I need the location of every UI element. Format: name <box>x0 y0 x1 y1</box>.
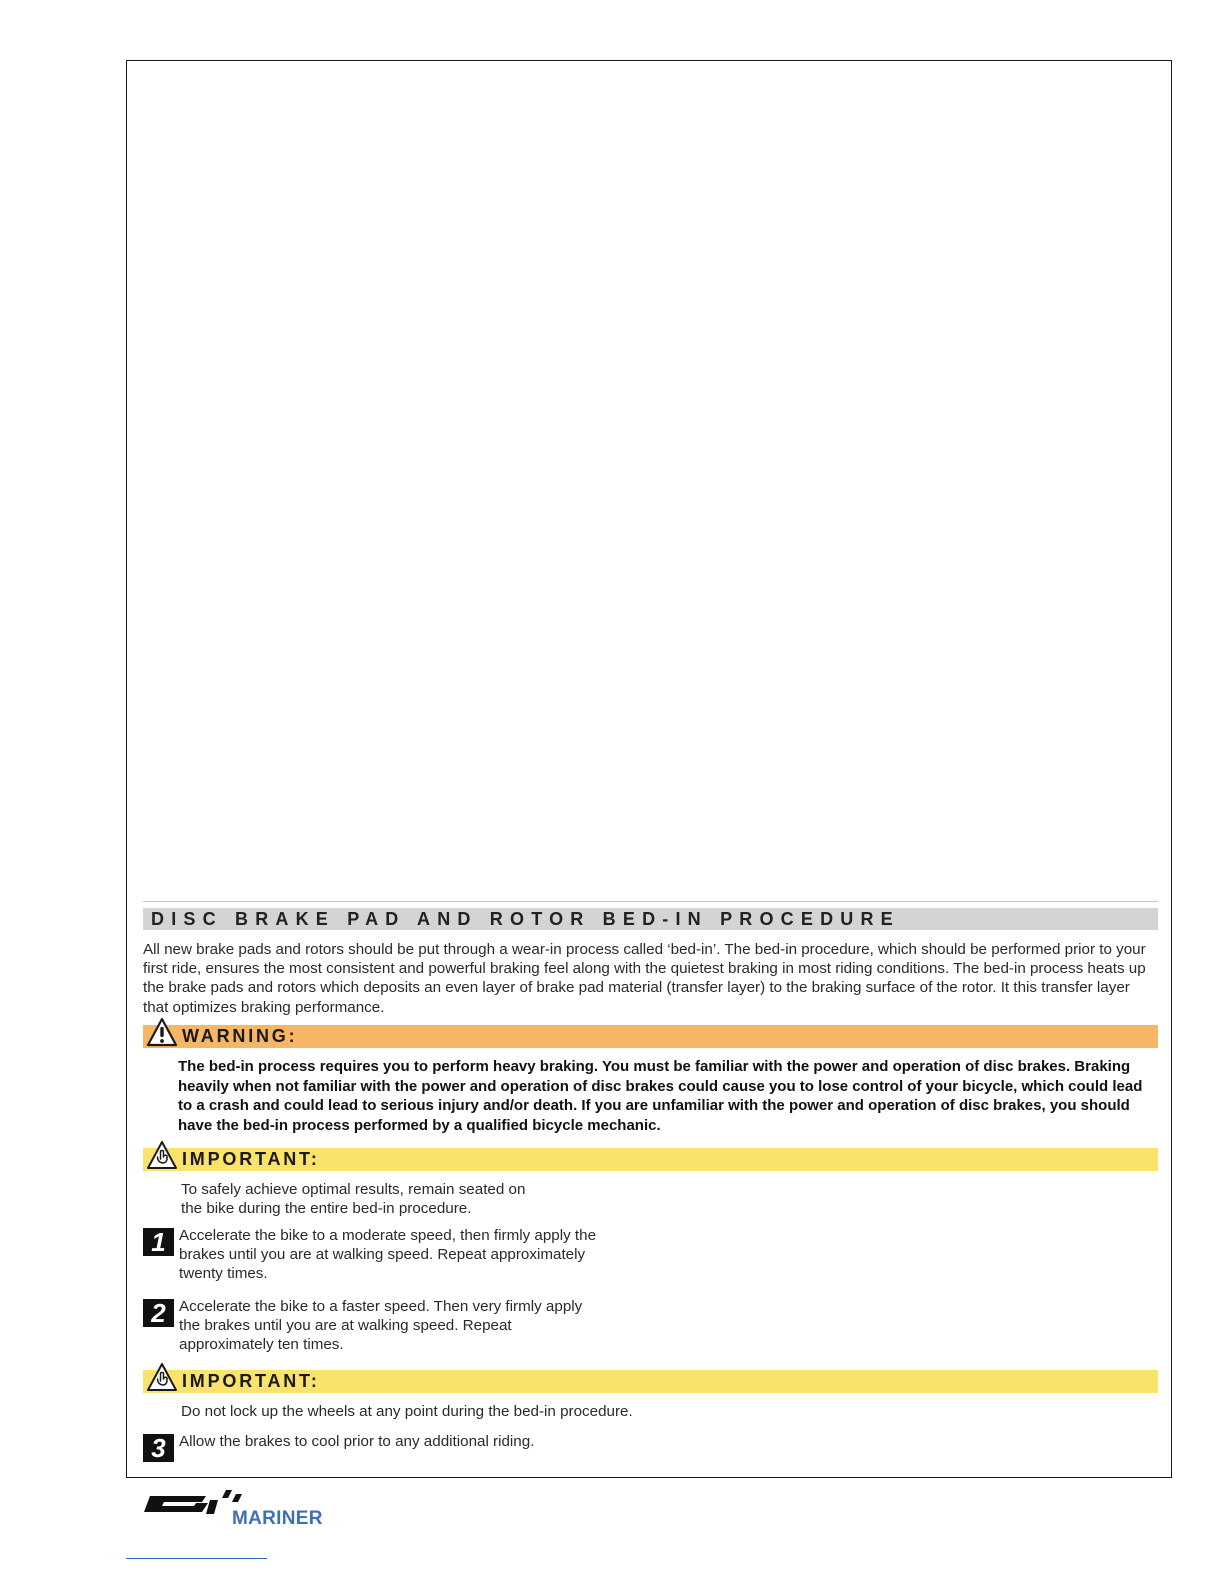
pointing-hand-icon <box>146 1139 178 1171</box>
step-text-line: the brakes until you are at walking speed. Repeat <box>179 1317 512 1335</box>
important-label: IMPORTANT: <box>182 1149 320 1169</box>
footer-link-underline <box>126 1558 267 1559</box>
important-note-line: the bike during the entire bed-in procedure. <box>181 1200 472 1218</box>
important-note: Do not lock up the wheels at any point during the bed-in procedure. <box>181 1403 633 1420</box>
brand-name: MARINER <box>232 1508 323 1529</box>
pointing-hand-icon <box>146 1361 178 1393</box>
step-number-badge: 1 <box>143 1228 174 1256</box>
step-text-line: brakes until you are at walking speed. Repeat approximately <box>179 1246 586 1264</box>
section-heading: DISC BRAKE PAD AND ROTOR BED-IN PROCEDURE <box>143 908 1158 930</box>
warning-triangle-icon <box>146 1016 178 1048</box>
step-1 <box>143 1226 596 1284</box>
intro-paragraph: All new brake pads and rotors should be put through a wear-in process called ‘bed-in’. The bed-in procedure, which should be performed prior to your first ride, ensures the most consistent and powerful braking feel along with the quietest braking in most riding conditions. The bed-in process heats up the brake pads and rotors which deposits an even layer of brake pad material (transfer layer) to the braking surface of the rotor. It this transfer layer that optimizes braking performance. <box>143 941 1146 1016</box>
step-text-line: Accelerate the bike to a faster speed. Then very firmly apply <box>179 1298 583 1315</box>
step-text-line: Accelerate the bike to a moderate speed, then firmly apply the <box>179 1227 597 1244</box>
step-text-line: Allow the brakes to cool prior to any additional riding. <box>179 1433 535 1450</box>
important-banner <box>143 1370 1158 1393</box>
step-text-line: twenty times. <box>179 1265 268 1283</box>
brand-logo <box>142 1486 342 1530</box>
step-number-badge: 3 <box>143 1434 174 1462</box>
step-text <box>179 1226 596 1284</box>
warning-banner <box>143 1025 1158 1048</box>
warning-label: WARNING: <box>182 1026 298 1046</box>
warning-text: The bed-in process requires you to perform heavy braking. You must be familiar with the power and operation of disc brakes. Braking heavily when not familiar with the power and operation of disc brakes could cause you to lose control of your bicycle, which could lead to a crash and could lead to serious injury and/or death. If you are unfamiliar with the power and operation of disc brakes, you should have the bed-in process performed by a qualified bicycle mechanic. <box>178 1058 1143 1134</box>
important-banner <box>143 1148 1158 1171</box>
step-2 <box>143 1297 582 1355</box>
step-text <box>179 1432 534 1451</box>
important-note-line: To safely achieve optimal results, remain seated on <box>181 1181 526 1198</box>
section-divider <box>143 901 1158 902</box>
step-number-badge: 2 <box>143 1299 174 1327</box>
step-text <box>179 1297 582 1355</box>
step-3 <box>143 1432 534 1462</box>
step-text-line: approximately ten times. <box>179 1336 344 1354</box>
important-label: IMPORTANT: <box>182 1371 320 1391</box>
important-note <box>181 1180 525 1218</box>
